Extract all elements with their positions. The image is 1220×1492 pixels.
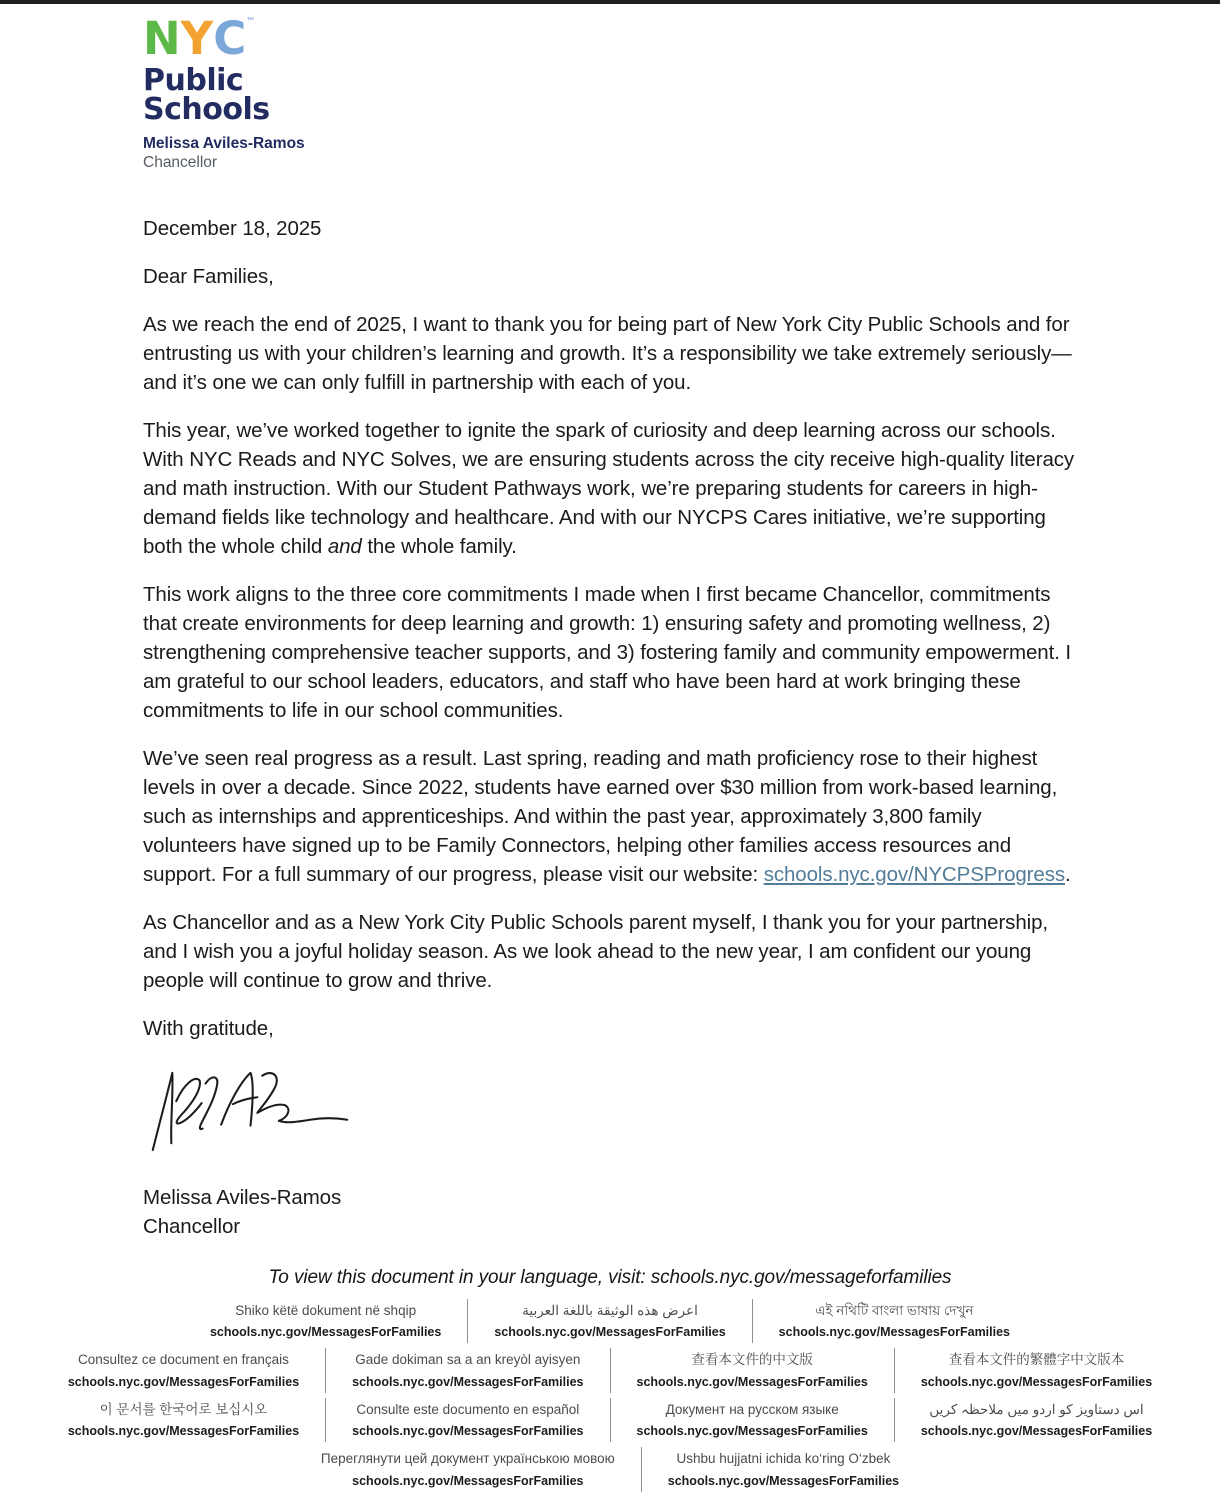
language-grid: [0, 1299, 1220, 1492]
language-url: schools.nyc.gov/MessagesForFamilies: [352, 1473, 584, 1488]
logo-letter-c: C: [213, 12, 247, 65]
language-row-3: [0, 1398, 1220, 1443]
top-border-bar: [0, 0, 1220, 4]
language-url: schools.nyc.gov/MessagesForFamilies: [636, 1424, 868, 1439]
language-label: Gade dokiman sa a an kreyòl ayisyen: [355, 1352, 581, 1368]
paragraph-1: As we reach the end of 2025, I want to thank you for being part of New York City Public Schools and for entrusting us with your children’s learning and growth. It’s a responsibility we take extremely seriously—and it’s one we can only fulfill in partnership with each of you.: [143, 312, 1072, 394]
language-label: اعرض هذه الوثيقة باللغة العربية: [522, 1302, 698, 1318]
paragraph-2-text-end: the whole family.: [361, 534, 517, 558]
signer-name: Melissa Aviles-Ramos: [143, 1185, 342, 1209]
language-url: schools.nyc.gov/MessagesForFamilies: [920, 1374, 1153, 1389]
logo-letter-y: Y: [180, 12, 214, 65]
language-url: schools.nyc.gov/MessagesForFamilies: [67, 1424, 300, 1439]
logo-org-line1: Public: [143, 63, 244, 98]
language-cell-bengali: [752, 1299, 1036, 1344]
signature-svg: [143, 1059, 358, 1159]
language-cell-ukrainian: [295, 1447, 641, 1492]
paragraph-5: As Chancellor and as a New York City Public Schools parent myself, I thank you for your partnership, and I wish you a joyful holiday season. As we look ahead to the new year, I am confident our young people will continue to grow and thrive.: [143, 910, 1048, 992]
language-url: schools.nyc.gov/MessagesForFamilies: [209, 1325, 442, 1340]
signer-title: Chancellor: [143, 1214, 240, 1238]
language-url: schools.nyc.gov/MessagesForFamilies: [636, 1374, 868, 1389]
logo-letter-n: N: [143, 12, 181, 65]
language-label: Ushbu hujjatni ichida ko‘ring O‘zbek: [676, 1451, 891, 1467]
letter-date: December 18, 2025: [143, 216, 322, 240]
language-url: schools.nyc.gov/MessagesForFamilies: [352, 1374, 584, 1389]
language-label: Consulte este documento en español: [356, 1401, 580, 1417]
language-label: 查看本文件的繁體字中文版本: [948, 1352, 1125, 1368]
language-url: schools.nyc.gov/MessagesForFamilies: [920, 1424, 1153, 1439]
language-label: 이 문서를 한국어로 보십시오: [99, 1401, 268, 1417]
logo-org-line2: Schools: [143, 92, 270, 128]
paragraph-4-text: We’ve seen real progress as a result. Last spring, reading and math proficiency rose to their highest levels in over a decade. Since 2022, students have earned over $30 million from work-based learning, such as internships and apprenticeships. And within the past year, approximately 3,800 family volunteers have signed up to be Family Connectors, helping other families access resources and support. For a full summary of our progress, please visit our website:: [143, 746, 1058, 886]
language-cell-chinese-simplified: [610, 1348, 894, 1393]
progress-website-link[interactable]: schools.nyc.gov/NYCPSProgress: [763, 862, 1065, 886]
language-cell-urdu: [894, 1398, 1178, 1443]
language-cell-french: [42, 1348, 325, 1393]
closing: With gratitude,: [143, 1016, 274, 1040]
language-notice: To view this document in your language, visit: schools.nyc.gov/messageforfamilies: [268, 1266, 952, 1288]
nyc-logo-letters: [143, 12, 1078, 65]
language-row-2: [0, 1348, 1220, 1393]
language-url: schools.nyc.gov/MessagesForFamilies: [352, 1424, 584, 1439]
paragraph-4: [143, 744, 1078, 889]
trademark-symbol: ™: [246, 17, 256, 27]
language-label: اس دستاویز کو اردو میں ملاحظہ کریں: [929, 1401, 1144, 1417]
language-label: 查看本文件的中文版: [691, 1352, 813, 1368]
language-label: Документ на русском языке: [665, 1401, 839, 1417]
paragraph-2-italic-word: and: [327, 534, 362, 558]
paragraph-4-period: .: [1065, 862, 1071, 886]
language-url: schools.nyc.gov/MessagesForFamilies: [494, 1325, 726, 1340]
logo-chancellor-title: Chancellor: [143, 154, 218, 172]
signature-image: [143, 1059, 1078, 1159]
language-label: Shiko këtë dokument në shqip: [235, 1302, 417, 1318]
letter-body: [143, 214, 1078, 1241]
paragraph-2-text: This year, we’ve worked together to ignite the spark of curiosity and deep learning across our schools. With NYC Reads and NYC Solves, we are ensuring students across the city receive high-quality literacy and math instruction. With our Student Pathways work, we’re preparing students for careers in high-demand fields like technology and healthcare. And with our NYCPS Cares initiative, we’re supporting both the whole child: [143, 418, 1075, 558]
language-cell-chinese-traditional: [894, 1348, 1178, 1393]
language-row-4: [0, 1447, 1220, 1492]
salutation: Dear Families,: [143, 264, 274, 288]
language-url: schools.nyc.gov/MessagesForFamilies: [667, 1473, 900, 1488]
paragraph-3: This work aligns to the three core commitments I made when I first became Chancellor, commitments that create environments for deep learning and growth: 1) ensuring safety and promoting wellness, 2) strengthening comprehensive teacher supports, and 3) fostering family and community empowerment. I am grateful to our school leaders, educators, and staff who have been hard at work bringing these commitments to life in our school communities.: [143, 582, 1071, 722]
language-label: Consultez ce document en français: [78, 1352, 289, 1368]
language-cell-haitian-creole: [325, 1348, 609, 1393]
language-cell-korean: [42, 1398, 325, 1443]
language-url: schools.nyc.gov/MessagesForFamilies: [67, 1374, 300, 1389]
language-cell-russian: [610, 1398, 894, 1443]
logo-chancellor-name: Melissa Aviles-Ramos: [143, 134, 305, 152]
nyc-public-schools-logo: [143, 12, 1078, 173]
language-cell-spanish: [325, 1398, 609, 1443]
language-label: Переглянути цей документ українською мовою: [320, 1451, 615, 1467]
language-row-1: [0, 1299, 1220, 1344]
language-cell-uzbek: [641, 1447, 925, 1492]
paragraph-2: [143, 416, 1078, 561]
language-cell-albanian: [184, 1299, 467, 1344]
language-url: schools.nyc.gov/MessagesForFamilies: [778, 1325, 1011, 1340]
language-label: এই নথিটি বাংলা ভাষায় দেখুন: [815, 1302, 974, 1318]
language-cell-arabic: [467, 1299, 751, 1344]
